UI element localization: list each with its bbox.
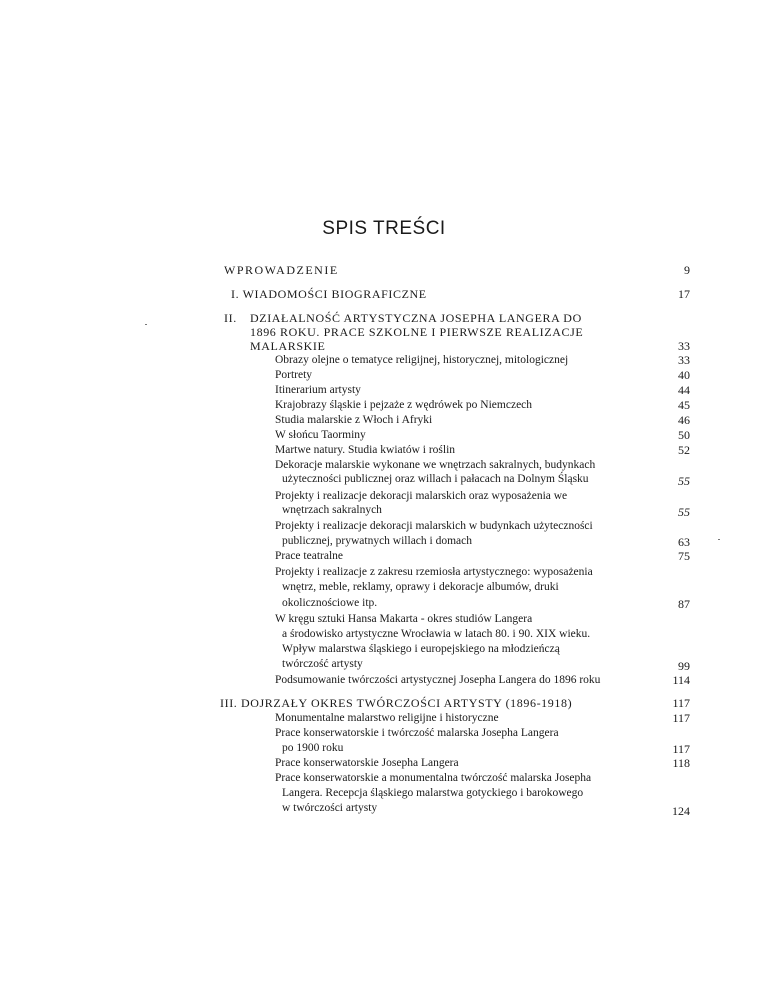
toc-entry-continuation[interactable]: okolicznościowe itp.: [282, 597, 378, 609]
toc-entry[interactable]: Wpływ malarstwa śląskiego i europejskiego na młodzieńczą: [282, 643, 560, 655]
toc-entry-page: 33: [678, 353, 690, 367]
toc-entry-page: 40: [678, 368, 690, 382]
toc-entry-page: 117: [672, 711, 690, 725]
toc-entry[interactable]: Prace teatralne: [275, 550, 343, 562]
toc-entry-continuation[interactable]: Langera. Recepcja śląskiego malarstwa gotyckiego i barokowego: [282, 787, 584, 799]
toc-entry[interactable]: Podsumowanie twórczości artystycznej Josepha Langera do 1896 roku: [275, 674, 601, 686]
toc-entry-continuation[interactable]: a środowisko artystyczne Wrocławia w latach 80. i 90. XIX wieku.: [282, 628, 591, 640]
chapter2-number: II.: [224, 311, 237, 325]
toc-intro-label[interactable]: WPROWADZENIE: [224, 263, 339, 277]
chapter1-label: WIADOMOŚCI BIOGRAFICZNE: [242, 287, 427, 301]
toc-entry-page: 114: [672, 673, 690, 687]
toc-entry[interactable]: Itinerarium artysty: [275, 384, 361, 396]
toc-entry[interactable]: Martwe natury. Studia kwiatów i roślin: [275, 444, 456, 456]
toc-entry-page: 55: [678, 474, 690, 488]
toc-entry-page: 118: [672, 756, 690, 770]
print-speck: [718, 539, 720, 540]
toc-entry-continuation[interactable]: wnętrzach sakralnych: [282, 504, 382, 516]
toc-entry[interactable]: Dekoracje malarskie wykonane we wnętrzach sakralnych, budynkach: [275, 459, 596, 471]
toc-entry-page: 44: [678, 383, 690, 397]
chapter3-number: III.: [220, 696, 238, 710]
toc-entry-continuation[interactable]: publicznej, prywatnych willach i domach: [282, 535, 473, 547]
chapter1-number: I.: [231, 287, 240, 301]
toc-entry-page: 55: [678, 505, 690, 519]
chapter2-title-line[interactable]: 1896 ROKU. PRACE SZKOLNE I PIERWSZE REALIZACJE: [250, 325, 584, 339]
toc-entry[interactable]: Projekty i realizacje z zakresu rzemiosła artystycznego: wyposażenia: [275, 566, 593, 578]
toc-entry[interactable]: Prace konserwatorskie a monumentalna twórczość malarska Josepha: [275, 772, 592, 784]
chapter3-label: DOJRZAŁY OKRES TWÓRCZOŚCI ARTYSTY (1896-1918): [241, 696, 573, 710]
toc-entry-continuation[interactable]: użyteczności publicznej oraz willach i pałacach na Dolnym Śląsku: [282, 473, 589, 485]
toc-entry[interactable]: Obrazy olejne o tematyce religijnej, historycznej, mitologicznej: [275, 354, 569, 366]
chapter2-title-line[interactable]: MALARSKIE: [250, 339, 326, 353]
toc-intro-page: 9: [684, 263, 690, 277]
toc-entry-page: 63: [678, 535, 690, 549]
toc-chapter2-page: 33: [678, 339, 690, 353]
toc-chapter1[interactable]: [231, 287, 427, 301]
toc-entry-page: 117: [672, 742, 690, 756]
toc-entry-continuation[interactable]: w twórczości artysty: [282, 802, 378, 814]
toc-entry[interactable]: Monumentalne malarstwo religijne i historyczne: [275, 712, 499, 724]
page-title: SPIS TREŚCI: [322, 218, 446, 239]
toc-entry-continuation[interactable]: twórczość artysty: [282, 658, 363, 670]
toc-entry-page: 46: [678, 413, 690, 427]
toc-entry-page: 99: [678, 659, 690, 673]
toc-entry[interactable]: Studia malarskie z Włoch i Afryki: [275, 414, 433, 426]
toc-chapter3[interactable]: [220, 696, 572, 710]
toc-entry-continuation[interactable]: wnętrz, meble, reklamy, oprawy i dekoracje albumów, druki: [282, 581, 559, 593]
toc-entry-page: 52: [678, 443, 690, 457]
toc-entry-page: 124: [672, 804, 690, 818]
toc-entry-page: 75: [678, 549, 690, 563]
toc-entry[interactable]: Krajobrazy śląskie i pejzaże z wędrówek po Niemczech: [275, 399, 533, 411]
toc-entry-continuation[interactable]: po 1900 roku: [282, 742, 344, 754]
chapter2-title-line[interactable]: DZIAŁALNOŚĆ ARTYSTYCZNA JOSEPHA LANGERA DO: [250, 311, 582, 325]
toc-entry[interactable]: Portrety: [275, 369, 313, 381]
toc-entry-page: 50: [678, 428, 690, 442]
toc-chapter3-page: 117: [672, 696, 690, 710]
toc-entry[interactable]: Prace konserwatorskie Josepha Langera: [275, 757, 459, 769]
toc-entry[interactable]: Projekty i realizacje dekoracji malarskich w budynkach użyteczności: [275, 520, 593, 532]
print-speck: [145, 324, 147, 325]
toc-chapter1-page: 17: [678, 287, 690, 301]
toc-entry[interactable]: W słońcu Taorminy: [275, 429, 366, 441]
toc-entry[interactable]: Prace konserwatorskie i twórczość malarska Josepha Langera: [275, 727, 559, 739]
toc-entry[interactable]: W kręgu sztuki Hansa Makarta - okres studiów Langera: [275, 613, 533, 625]
toc-entry-page: 87: [678, 597, 690, 611]
toc-entry[interactable]: Projekty i realizacje dekoracji malarskich oraz wyposażenia we: [275, 490, 568, 502]
toc-entry-page: 45: [678, 398, 690, 412]
